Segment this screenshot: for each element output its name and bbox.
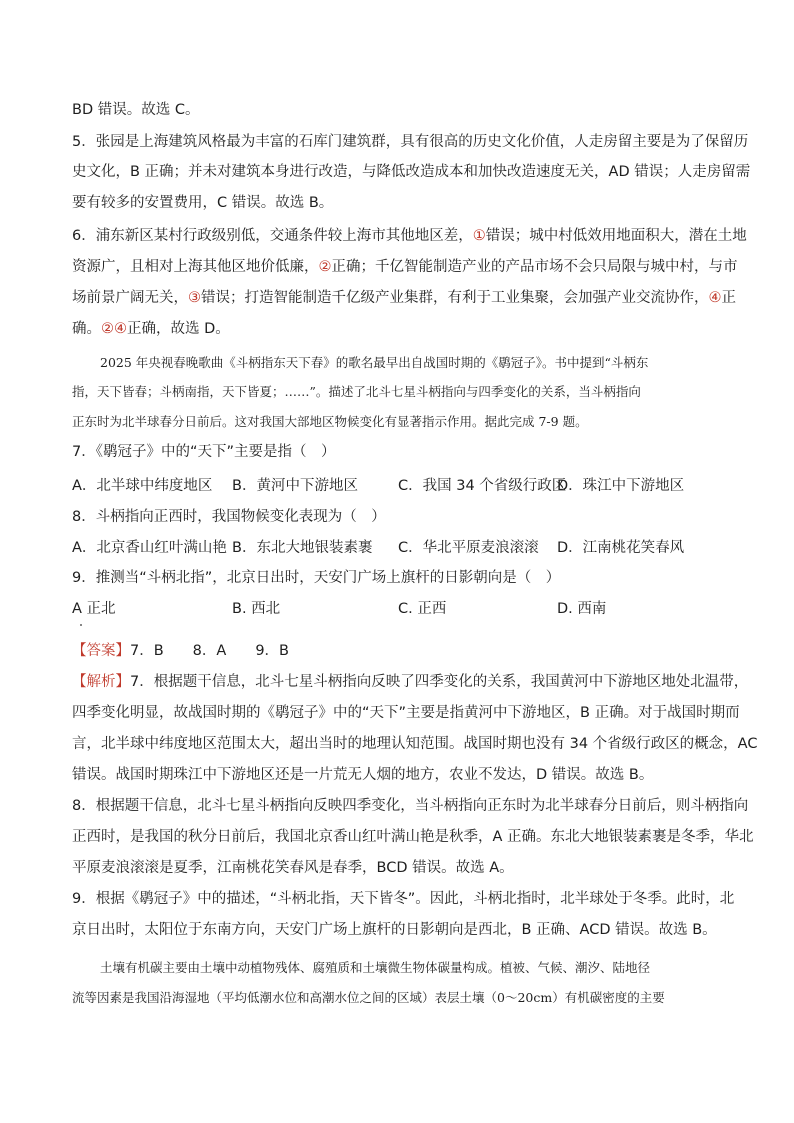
analysis-8-line: 平原麦浪滚滚是夏季，江南桃花笑春风是春季，BCD 错误。故选 A。 [72,860,514,876]
analysis-9-line: 京日出时，太阳位于东南方向，天安门广场上旗杆的日影朝向是西北，B 正确、ACD 错误。故选 B。 [72,922,717,938]
passage-line: 2025 年央视春晚歌曲《斗柄指东天下春》的歌名最早出自战国时期的《鹖冠子》。书中提到“斗柄东 [100,355,649,370]
analysis-8-line: 8．根据题干信息，北斗七星斗柄指向反映四季变化，当斗柄指向正东时为北半球春分日前后，则斗柄指向 [72,798,749,814]
q8-option-c: C．华北平原麦浪滚滚 [398,540,539,556]
q7-option-d: D．珠江中下游地区 [557,478,685,494]
q8-option-d: D．江南桃花笑春风 [557,540,685,556]
passage-line: 正东时为北半球春分日前后。这对我国大部地区物候变化有显著指示作用。据此完成 7-9 题。 [72,414,588,429]
question-9: 9．推测当“斗柄北指”，北京日出时，天安门广场上旗杆的日影朝向是（ ） [72,570,561,586]
question-5-line: 史文化，B 正确；并未对建筑本身进行改造，与降低改造成本和加快改造速度无关，AD 错误；人走房留需 [72,164,751,180]
answer-text: 7．B 8．A 9．B [130,643,289,659]
analysis-7-line: 言，北半球中纬度地区范围太大，超出当时的地理认知范围。战国时期也没有 34 个省级行政区的概念，AC [72,736,758,752]
question-6-line: 场前景广阔无关，③错误；打造智能制造千亿级产业集群，有利于工业集聚，会加强产业交流协作，④正 [72,290,736,306]
q9-option-b: B. 西北 [232,601,281,617]
question-6-line: 确。②④正确，故选 D。 [72,321,230,337]
q7-option-c: C．我国 34 个省级行政区 [398,478,567,494]
analysis-7-line: 错误。战国时期珠江中下游地区还是一片荒无人烟的地方，农业不发达，D 错误。故选 B。 [72,767,654,783]
q9-option-d: D. 西南 [557,601,607,617]
analysis-tag: 【解析】 [72,674,130,690]
passage-line: 土壤有机碳主要由土壤中动植物残体、腐殖质和土壤微生物体碳量构成。植被、气候、潮汐、陆地径 [100,960,651,975]
question-8: 8．斗柄指向正西时，我国物候变化表现为（ ） [72,509,386,525]
question-5-line: 5．张园是上海建筑风格最为丰富的石库门建筑群，具有很高的历史文化价值，人走房留主要是为了保留历 [72,134,749,150]
q8-option-b: B．东北大地银装素裹 [232,540,373,556]
question-5-line: 要有较多的安置费用，C 错误。故选 B。 [72,195,334,211]
analysis-line [72,672,749,692]
text-line: BD 错误。故选 C。 [72,102,200,118]
passage-line: 指，天下皆春；斗柄南指，天下皆夏；……”。描述了北斗七星斗柄指向与四季变化的关系，当斗柄指向 [72,384,641,399]
stray-dot [80,624,82,626]
question-6-line: 6．浦东新区某村行政级别低，交通条件较上海市其他地区差，①错误；城中村低效用地面积大，潜在土地 [72,228,747,244]
question-6-line: 资源广，且相对上海其他区地价低廉，②正确；千亿智能制造产业的产品市场不会只局限与城中村，与市 [72,259,738,275]
analysis-8-line: 正西时，是我国的秋分日前后，我国北京香山红叶满山艳是秋季，A 正确。东北大地银装素裹是冬季，华北 [72,829,754,845]
passage-line: 流等因素是我国沿海湿地（平均低潮水位和高潮水位之间的区域）表层土壤（0～20cm）有机碳密度的主要 [72,990,665,1005]
answer-line [72,641,732,661]
q7-option-a: A．北半球中纬度地区 [72,478,213,494]
question-7: 7．《鹖冠子》中的“天下”主要是指（ ） [72,444,336,460]
analysis-9-line: 9．根据《鹖冠子》中的描述，“斗柄北指，天下皆冬”。因此，斗柄北指时，北半球处于冬季。此时，北 [72,891,735,907]
q9-option-c: C. 正西 [398,601,447,617]
analysis-7-line: 四季变化明显，故战国时期的《鹖冠子》中的“天下”主要是指黄河中下游地区，B 正确。对于战国时期而 [72,705,740,721]
q7-option-b: B．黄河中下游地区 [232,478,358,494]
q8-option-a: A．北京香山红叶满山艳 [72,540,227,556]
q9-option-a: A 正北 [72,601,116,617]
analysis-7-line: 7．根据题干信息，北斗七星斗柄指向反映了四季变化的关系，我国黄河中下游地区地处北温带， [130,674,749,690]
answer-tag: 【答案】 [72,643,130,659]
